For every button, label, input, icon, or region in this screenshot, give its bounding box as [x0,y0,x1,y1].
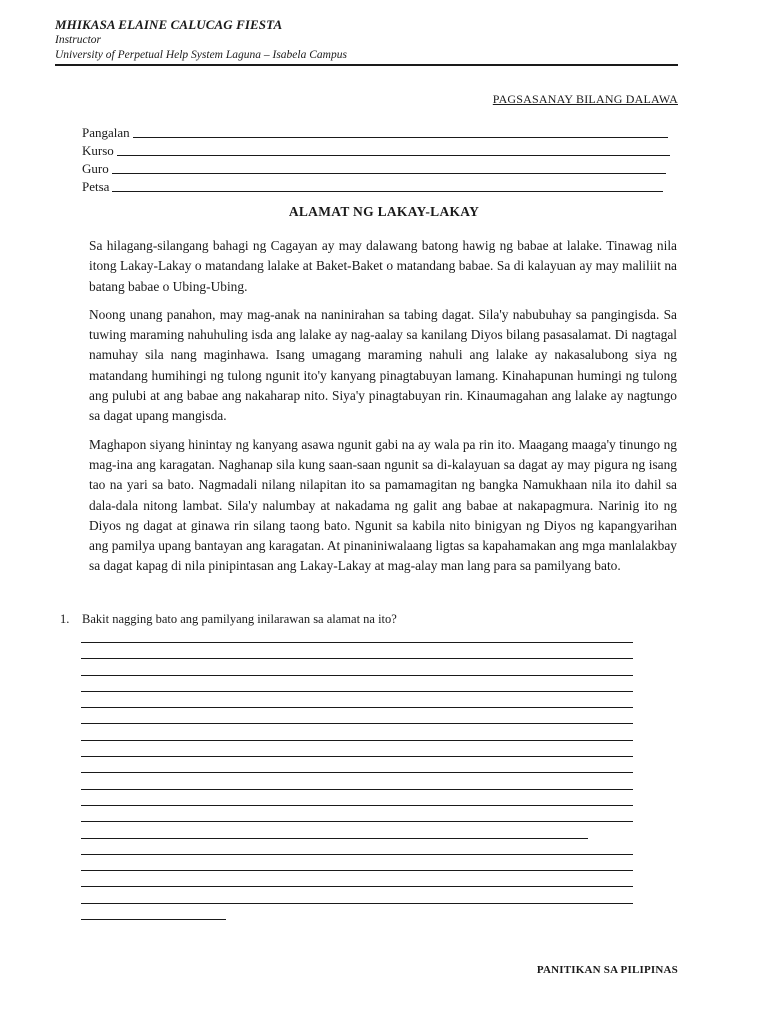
exercise-title: PAGSASANAY BILANG DALAWA [492,92,678,106]
answer-line [81,723,633,739]
story-body [89,236,677,585]
fill-in-line [117,142,670,156]
header-divider [55,64,678,66]
story-title: ALAMAT NG LAKAY-LAKAY [288,204,480,219]
fill-in-line [112,160,666,174]
story-paragraph: Sa hilagang-silangang bahagi ng Cagayan ay may dalawang batong hawig ng babae at lalake. Tinawag nila itong Lakay-Lakay o matandang lalake at Baket-Baket o matandang babae. Sa di kalayuan ay may maliliit na batang babae o Ubing-Ubing. [89,238,677,294]
fill-in-line [133,124,668,138]
author-name: MHIKASA ELAINE CALUCAG FIESTA [55,17,283,32]
fill-in-line [112,178,663,192]
answer-line [81,707,633,723]
student-info-form [82,123,670,195]
answer-line [81,821,633,837]
answer-line [81,691,633,707]
story-paragraph: Maghapon siyang hinintay ng kanyang asawa ngunit gabi na ay wala pa rin ito. Maagang maaga'y tinungo ng mag-ina ang karagatan. Naghanap sila kung saan-saan ngunit sa di-kalayuan sa dagat ay may pigura ng isang tao na yari sa bato. Nagmadali nilang nilapitan ito sa pamamagitan ng bangka Namukhaan nila ito dahil sa dala-dala nitong lambat. Sila'y nalumbay at nakadama ng galit ang babae at nakapagmura. Narinig ito ng Diyos ng dagat at ginawa rin silang taong bato. Ngunit sa kabila nito binigyan ng Diyos ng kapangyarihan ang pamilya upang bantayan ang karagatan. At pinaniniwalaang ligtas sa kapahamakan ang mga manlalakbay sa dagat kapag di nila pinipintasan ang Lakay-Lakay at mag-alay man lang para sa pamilyang bato. [89,436,677,574]
answer-line [81,854,633,870]
form-label: Kurso [82,143,114,158]
document-header [55,16,678,63]
answer-line [81,658,633,674]
answer-line [81,642,633,658]
answer-line [81,772,633,788]
form-label: Pangalan [82,125,130,140]
answer-line [81,886,633,902]
form-row-petsa [82,177,670,195]
answer-line [81,789,633,805]
question-number: 1. [60,612,70,626]
answer-area [81,642,633,935]
story-paragraph: Noong unang panahon, may mag-anak na naninirahan sa tabing dagat. Sila'y nabubuhay sa pangingisda. Sa tuwing maraming nahuhuling isda ang lalake ay nag-aalay sa kanilang Diyos bilang pasasalamat. Di nagtagal namuhay sila nang maginhawa. Isang umagang maraming nahuli ang lalake ay nakasalubong siya ng matandang humihingi ng tulong ngunit ito'y kanyang pinagtabuyan lamang. Kinahapunan humingi ng tulong ang pulubi at ang babae ang nakaharap nito. Siya'y pinagtabuyan rin. Kinaumagahan ang lalake ay nagtungo sa dagat upang mangisda. [89,306,677,424]
answer-line [81,740,633,756]
form-row-kurso [82,141,670,159]
course-footer: PANITIKAN SA PILIPINAS [536,964,678,976]
form-label: Petsa [82,179,110,194]
author-role: Instructor [55,34,101,46]
form-label: Guro [82,161,109,176]
answer-line [81,919,226,935]
school-name: University of Perpetual Help System Laguna – Isabela Campus [55,49,347,61]
form-row-guro [82,159,670,177]
answer-line [81,870,633,886]
answer-line [81,756,633,772]
answer-line [81,805,633,821]
form-row-pangalan [82,123,670,141]
answer-line [81,838,588,854]
answer-line [81,903,633,919]
question-item [60,612,397,627]
answer-line [81,675,633,691]
question-text: Bakit nagging bato ang pamilyang inilarawan sa alamat na ito? [82,612,397,626]
